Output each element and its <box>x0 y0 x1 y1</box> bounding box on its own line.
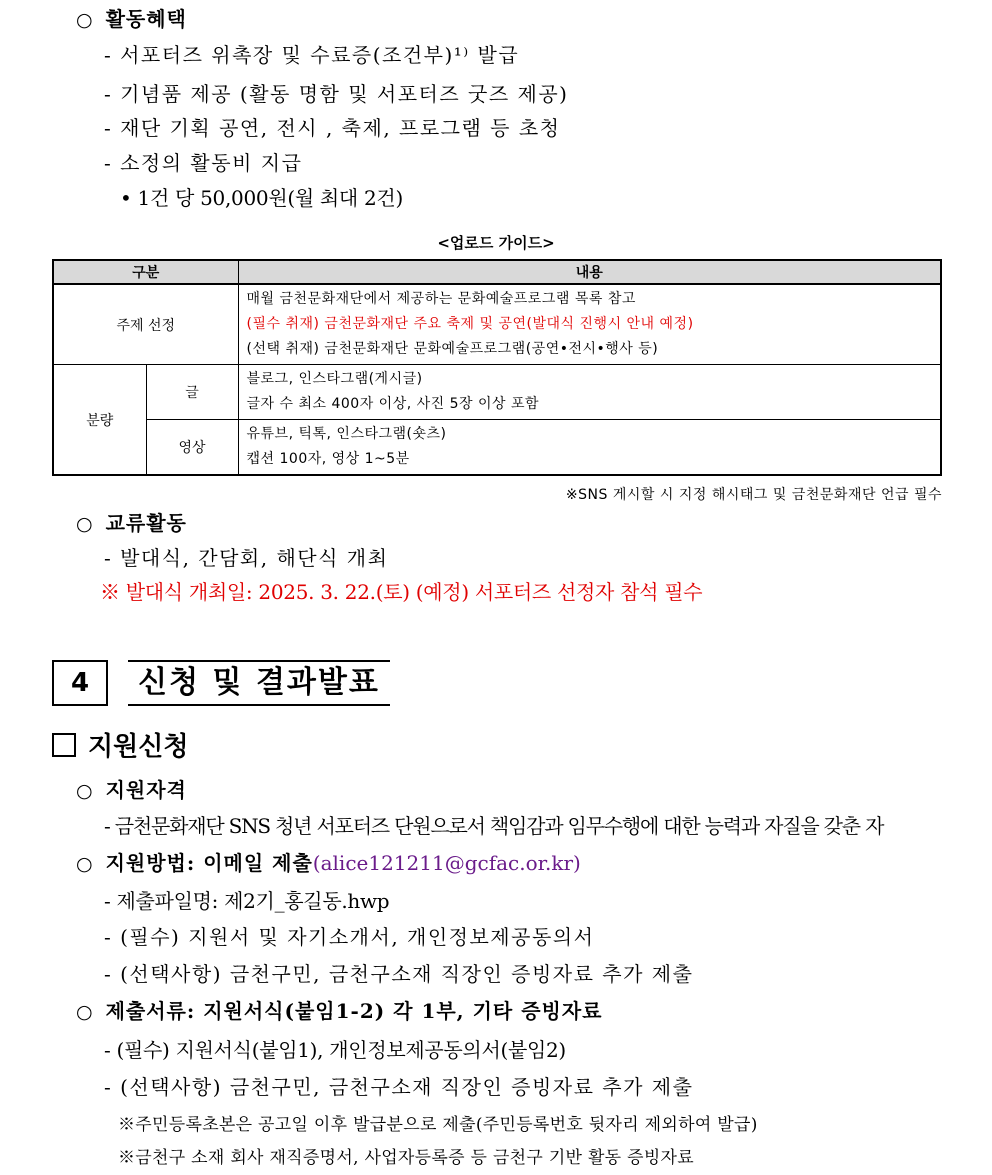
exchange-item: - 발대식, 간담회, 해단식 개최 <box>104 546 389 570</box>
table-row <box>53 365 941 420</box>
topic-line: (선택 취재) 금천문화재단 문화예술프로그램(공연•전시•행사 등) <box>246 341 659 357</box>
topic-line: 매월 금천문화재단에서 제공하는 문화예술프로그램 목록 참고 <box>246 291 636 307</box>
eligibility-item: - 금천문화재단 SNS 청년 서포터즈 단원으로서 책임감과 임무수행에 대한 능력과 자질을 갖춘 자 <box>104 814 884 838</box>
circle-bullet-icon: ○ <box>76 513 94 535</box>
exchange-heading: ○ 교류활동 <box>76 511 187 535</box>
text-line: 블로그, 인스타그램(게시글) <box>246 371 423 387</box>
text-content <box>238 365 941 420</box>
table-row <box>53 284 941 365</box>
table-header-category: 구분 <box>53 260 238 284</box>
benefit-item: - 재단 기획 공연, 전시 , 축제, 프로그램 등 초청 <box>104 116 561 140</box>
email-address-link[interactable]: (alice121211@gcfac.or.kr) <box>312 851 581 875</box>
documents-heading: ○ 제출서류: 지원서식(붙임1-2) 각 1부, 기타 증빙자료 <box>76 999 603 1023</box>
exchange-notice: ※ 발대식 개최일: 2025. 3. 22.(토) (예정) 서포터즈 선정자 참석 필수 <box>100 580 703 604</box>
section-number: 4 <box>52 660 108 706</box>
circle-bullet-icon: ○ <box>76 853 94 875</box>
benefit-sub-item: • 1건 당 50,000원(월 최대 2건) <box>120 186 403 210</box>
method-item: - (필수) 지원서 및 자기소개서, 개인정보제공동의서 <box>104 925 595 949</box>
circle-bullet-icon: ○ <box>76 780 94 802</box>
topic-content <box>238 284 941 365</box>
table-row <box>53 420 941 476</box>
table-header-content: 내용 <box>238 260 941 284</box>
documents-note: ※금천구 소재 회사 재직증명서, 사업자등록증 등 금천구 기반 활동 증빙자료 <box>118 1148 694 1168</box>
benefit-item: - 기념품 제공 (활동 명함 및 서포터즈 굿즈 제공) <box>104 82 569 106</box>
eligibility-heading: ○ 지원자격 <box>76 778 187 802</box>
upload-guide-note: ※SNS 게시할 시 지정 해시태그 및 금천문화재단 언급 필수 <box>565 487 942 503</box>
benefit-item: - 서포터즈 위촉장 및 수료증(조건부)¹⁾ 발급 <box>104 43 520 67</box>
table-header-row <box>53 260 941 284</box>
square-bullet-icon <box>52 733 76 757</box>
method-heading: ○ 지원방법: 이메일 제출(alice121211@gcfac.or.kr) <box>76 851 581 875</box>
documents-note: ※주민등록초본은 공고일 이후 발급분으로 제출(주민등록번호 뒷자리 제외하여 발급) <box>118 1115 758 1135</box>
method-item: - (선택사항) 금천구민, 금천구소재 직장인 증빙자료 추가 제출 <box>104 962 694 986</box>
benefit-item: - 소정의 활동비 지급 <box>104 151 303 175</box>
video-line: 유튜브, 틱톡, 인스타그램(숏츠) <box>246 426 447 442</box>
row-label-volume: 분량 <box>53 365 146 476</box>
topic-line-required: (필수 취재) 금천문화재단 주요 축제 및 공연(발대식 진행시 안내 예정) <box>246 316 694 332</box>
video-line: 캡션 100자, 영상 1~5분 <box>246 451 410 467</box>
row-label-topic: 주제 선정 <box>53 284 238 365</box>
section-title: 신청 및 결과발표 <box>128 660 390 706</box>
text-line: 글자 수 최소 400자 이상, 사진 5장 이상 포함 <box>246 396 540 412</box>
application-heading: 지원신청 <box>52 726 188 763</box>
circle-bullet-icon: ○ <box>76 9 94 31</box>
upload-guide-table <box>52 259 942 476</box>
upload-guide-title: <업로드 가이드> <box>437 234 555 252</box>
method-item: - 제출파일명: 제2기_홍길동.hwp <box>104 889 390 913</box>
video-content <box>238 420 941 476</box>
documents-item: - (필수) 지원서식(붙임1), 개인정보제공동의서(붙임2) <box>104 1038 566 1062</box>
documents-item: - (선택사항) 금천구민, 금천구소재 직장인 증빙자료 추가 제출 <box>104 1075 694 1099</box>
benefits-heading: ○ 활동혜택 <box>76 7 187 31</box>
row-label-text: 글 <box>146 365 238 420</box>
circle-bullet-icon: ○ <box>76 1001 94 1023</box>
row-label-video: 영상 <box>146 420 238 476</box>
